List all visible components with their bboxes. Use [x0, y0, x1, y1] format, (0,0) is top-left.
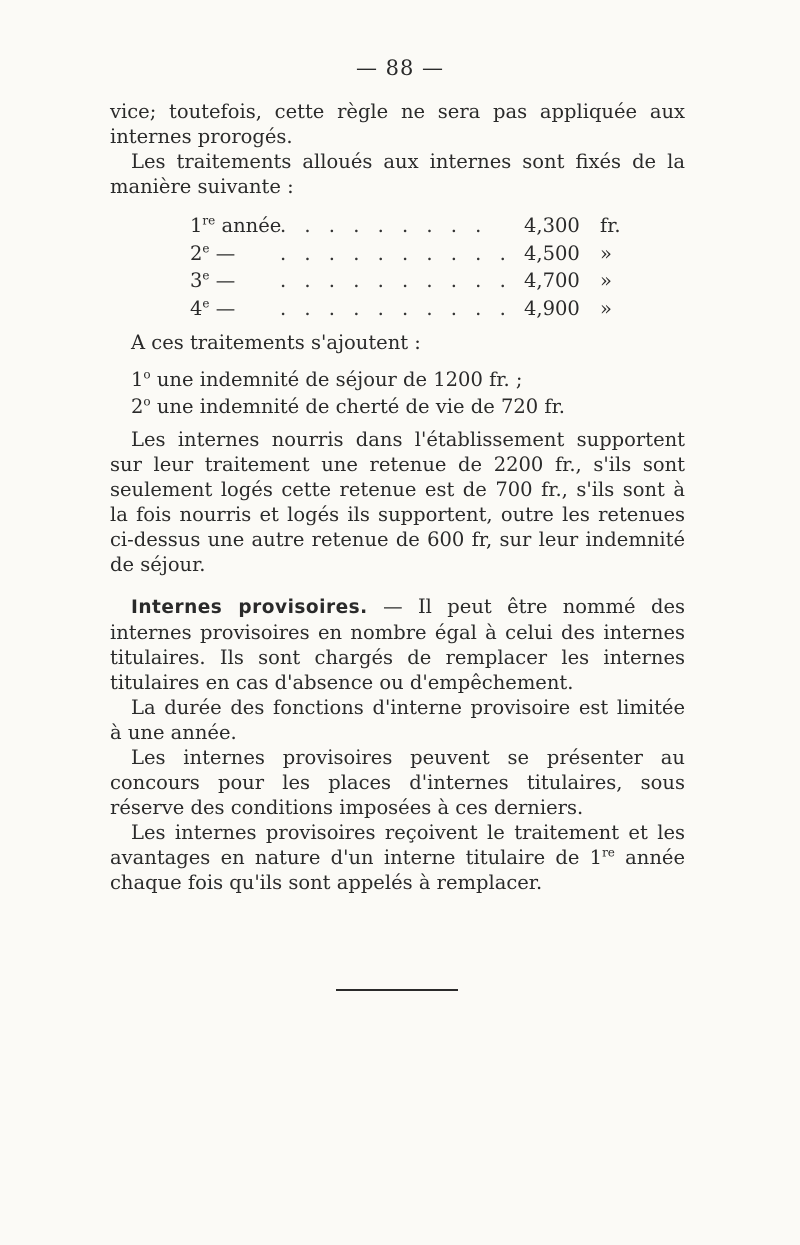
provisoires-paragraph-1 — [110, 594, 685, 695]
year-suffix: re — [202, 213, 216, 228]
salary-unit: fr. — [600, 214, 621, 237]
retenues-paragraph: Les internes nourris dans l'établissement supportent sur leur traitement une retenue de 2200 fr., s'ils sont seulement logés cette retenue est de 700 fr., s'ils sont à la fois nourris et logés ils supportent, outre les retenues ci-dessus une autre retenue de 600 fr, sur leur indemnité de séjour. — [110, 428, 685, 576]
salary-unit: » — [600, 269, 612, 292]
leader-dots: . . . . . . . . . . — [280, 241, 512, 265]
addition-item — [131, 393, 565, 420]
provisoires-paragraph-4 — [110, 820, 685, 895]
provisoires-text-1: — Il peut être nommé des internes provisoires en nombre égal à celui des internes titulaires. Ils sont chargés de remplacer les internes titulaires en cas d'absence ou d'empêchement. — [110, 595, 685, 694]
leader-dots: . . . . . . . . . . — [280, 296, 512, 320]
addition-item — [131, 366, 565, 393]
salary-unit: » — [600, 296, 612, 320]
additions-list — [131, 366, 565, 420]
retenues-block — [110, 427, 685, 577]
provisoires-suffix: re — [602, 845, 615, 860]
provisoires-text-4b: année chaque fois qu'ils sont appelés à remplacer. — [110, 846, 685, 894]
salary-amount: 4,700 — [524, 269, 580, 292]
addition-number: 1 — [131, 368, 144, 391]
salary-amount: 4,300 — [524, 214, 580, 237]
addition-text: une indemnité de séjour de 1200 fr. ; — [150, 368, 523, 391]
addition-text: une indemnité de cherté de vie de 720 fr. — [150, 395, 565, 418]
salary-year — [190, 212, 280, 240]
addition-number: 2 — [131, 395, 144, 418]
salary-amount: 4,900 — [524, 296, 580, 320]
intro-paragraph-1: vice; toutefois, cette règle ne sera pas appliquée aux internes prorogés. — [110, 100, 685, 148]
salary-year — [190, 295, 280, 323]
additions-intro-block — [110, 330, 685, 355]
leader-dots: . . . . . . . . . . — [280, 269, 512, 292]
addition-suffix: o — [143, 367, 151, 382]
year-label: — — [209, 269, 236, 292]
year-label: — — [209, 241, 236, 265]
provisoires-paragraph-3: Les internes provisoires peuvent se présenter au concours pour les places d'internes titulaires, sous réserve des conditions imposées à ces derniers. — [110, 746, 685, 819]
year-number: 1 — [190, 214, 203, 237]
end-rule — [336, 989, 458, 991]
year-suffix: e — [202, 241, 210, 255]
addition-suffix: o — [143, 394, 151, 409]
provisoires-text-4a: Les internes provisoires reçoivent le traitement et les avantages en nature d'un interne titulaire de 1 — [110, 821, 685, 869]
year-number: 3 — [190, 269, 203, 292]
intro-paragraph-2: Les traitements alloués aux internes sont fixés de la manière suivante : — [110, 150, 685, 198]
salary-row — [190, 212, 630, 240]
page-number: — 88 — — [355, 56, 445, 80]
year-number: 2 — [190, 241, 203, 265]
year-suffix: e — [202, 268, 210, 283]
year-number: 4 — [190, 296, 203, 320]
year-label: — — [209, 296, 236, 320]
salary-row — [190, 267, 630, 295]
section-title: Internes provisoires. — [131, 597, 368, 618]
provisoires-paragraph-2: La durée des fonctions d'interne provisoire est limitée à une année. — [110, 696, 685, 744]
leader-dots: . . . . . . . . . — [280, 214, 488, 237]
provisoires-section — [110, 594, 685, 895]
salary-year — [190, 267, 280, 295]
salary-row — [190, 240, 630, 268]
salary-row — [190, 295, 630, 323]
salary-amount: 4,500 — [524, 241, 580, 265]
additions-intro: A ces traitements s'ajoutent : — [131, 331, 421, 354]
intro-block — [110, 99, 685, 199]
salary-table — [190, 212, 630, 322]
year-label: année — [215, 214, 282, 237]
year-suffix: e — [202, 296, 210, 310]
salary-year — [190, 240, 280, 268]
salary-unit: » — [600, 241, 612, 265]
